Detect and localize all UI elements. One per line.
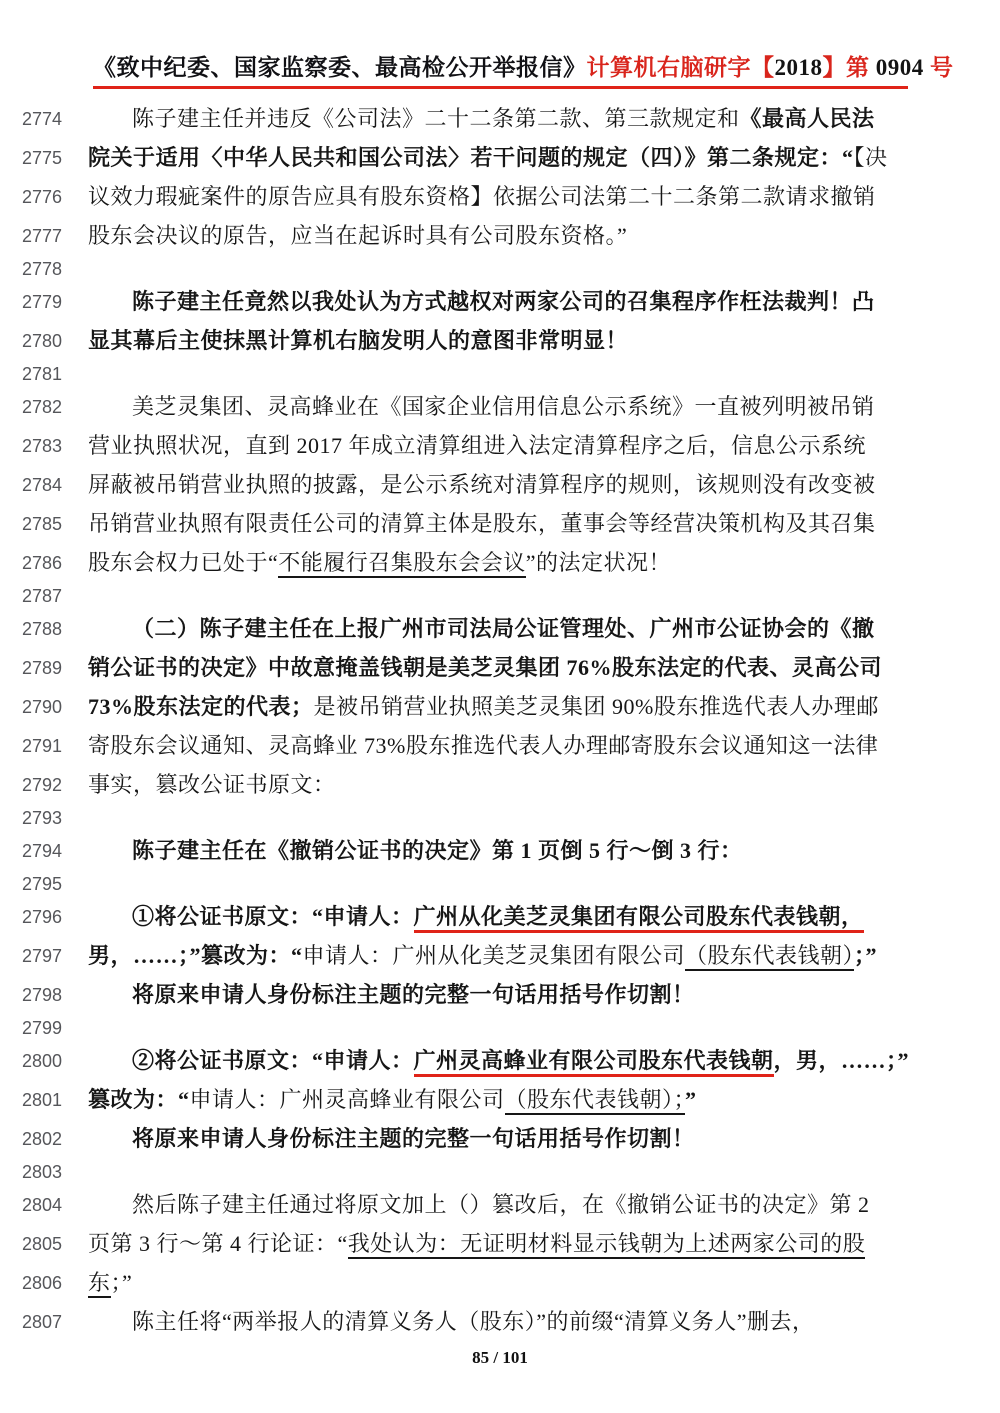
emphasized-text: 广州从化美芝灵集团有限公司股东代表钱朝， (414, 904, 864, 933)
text-segment: 申请人：广州灵高蜂业有限公司 (189, 1086, 505, 1112)
text-segment: 事实，篡改公证书原文： (88, 771, 336, 797)
document-number-segment: 计算机右脑研字【 (586, 55, 775, 80)
line-text (88, 1308, 934, 1336)
text-segment: 篡改为：“ (88, 1086, 190, 1112)
line-text (88, 981, 934, 1009)
page-header (93, 50, 954, 89)
line-text (88, 222, 934, 250)
text-segment: ；” (854, 942, 878, 968)
line-number: 2784 (21, 474, 62, 495)
text-segment: ，男，……；” (773, 1047, 910, 1073)
line-number: 2795 (21, 873, 62, 894)
line-number: 2798 (21, 984, 62, 1005)
line-number: 2806 (21, 1272, 62, 1293)
document-line (0, 1158, 1000, 1185)
text-segment: 议效力瑕疵案件的原告应具有股东资格】依据公司法第二十二条第二款请求撤销 (88, 183, 876, 209)
document-line (0, 504, 1000, 543)
document-line (0, 831, 1000, 870)
line-text (88, 1086, 934, 1114)
text-segment: 吊销营业执照有限责任公司的清算主体是股东，董事会等经营决策机构及其召集 (88, 510, 876, 536)
document-line (0, 726, 1000, 765)
document-line (0, 282, 1000, 321)
document-line (0, 975, 1000, 1014)
line-text (88, 942, 934, 970)
text-segment: 美芝灵集团、灵高蜂业在《国家企业信用信息公示系统》一直被列明被吊销 (132, 393, 875, 419)
text-segment: ；” (110, 1269, 133, 1295)
text-segment: 将原来申请人身份标注主题的完整一句话用括号作切割！ (132, 1125, 695, 1151)
line-text (88, 393, 934, 421)
document-line (0, 387, 1000, 426)
document-line (0, 1302, 1000, 1341)
line-number: 2775 (21, 147, 62, 168)
line-number: 2782 (21, 396, 62, 417)
line-text (88, 288, 934, 316)
document-line (0, 1014, 1000, 1041)
line-text (88, 1047, 934, 1075)
document-line (0, 138, 1000, 177)
line-text (88, 471, 934, 499)
line-text (88, 693, 934, 721)
text-segment: （二）陈子建主任在上报广州市司法局公证管理处、广州市公证协会的《撤 (132, 615, 875, 641)
document-number-segment: 0904 (875, 55, 924, 80)
text-segment: 【决 (853, 144, 888, 170)
line-text (88, 837, 934, 865)
line-number: 2797 (21, 945, 62, 966)
line-text (88, 105, 934, 133)
document-line (0, 1224, 1000, 1263)
document-line (0, 804, 1000, 831)
document-line (0, 1263, 1000, 1302)
document-line (0, 543, 1000, 582)
line-text (88, 1230, 934, 1258)
line-number: 2794 (21, 840, 62, 861)
document-number-segment: 2018 (774, 55, 823, 80)
document-line (0, 897, 1000, 936)
document-line (0, 177, 1000, 216)
text-segment: 股东会决议的原告，应当在起诉时具有公司股东资格。” (88, 222, 628, 248)
text-segment: 寄股东会议通知、灵高蜂业 73%股东推选代表人办理邮寄股东会议通知这一法律 (88, 732, 879, 758)
document-line (0, 321, 1000, 360)
text-segment: 股东会权力已处于“ (88, 549, 279, 575)
line-text (88, 144, 934, 172)
line-number: 2803 (21, 1161, 62, 1182)
document-line (0, 360, 1000, 387)
line-number: 2791 (21, 735, 62, 756)
emphasized-text: 我处认为：无证明材料显示钱朝为上述两家公司的股 (348, 1231, 866, 1259)
line-text (88, 771, 934, 799)
text-segment: 营业执照状况，直到 2017 年成立清算组进入法定清算程序之后，信息公示系统 (88, 432, 867, 458)
text-segment: 陈子建主任并违反《公司法》二十二条第二款、第三款规定和 (132, 105, 740, 131)
text-segment: 陈子建主任竟然以我处认为方式越权对两家公司的召集程序作枉法裁判！凸 (132, 288, 875, 314)
document-body (0, 99, 1000, 1341)
line-number: 2783 (21, 435, 62, 456)
emphasized-text: （股东代表钱朝） (685, 943, 854, 971)
document-line (0, 255, 1000, 282)
line-number: 2800 (21, 1050, 62, 1071)
emphasized-text: （股东代表钱朝）； (505, 1087, 686, 1115)
document-line (0, 936, 1000, 975)
line-number: 2774 (21, 108, 62, 129)
line-text (88, 732, 934, 760)
text-segment: ①将公证书原文：“申请人： (132, 903, 414, 929)
line-number: 2788 (21, 618, 62, 639)
line-number: 2801 (21, 1089, 62, 1110)
line-text (88, 183, 934, 211)
document-line (0, 609, 1000, 648)
line-number: 2776 (21, 186, 62, 207)
line-number: 2796 (21, 906, 62, 927)
document-line (0, 99, 1000, 138)
line-number: 2807 (21, 1311, 62, 1332)
emphasized-text: 广州灵高蜂业有限公司股东代表钱朝 (414, 1048, 774, 1077)
text-segment: 院关于适用〈中华人民共和国公司法〉若干问题的规定（四）》第二条规定：“ (88, 144, 854, 170)
document-line (0, 216, 1000, 255)
text-segment: 陈子建主任在《撤销公证书的决定》第 1 页倒 5 行～倒 3 行： (132, 837, 743, 863)
line-number: 2805 (21, 1233, 62, 1254)
text-segment: ”的法定状况！ (525, 549, 672, 575)
line-text (88, 327, 934, 355)
line-number: 2781 (21, 363, 62, 384)
emphasized-text: 不能履行召集股东会会议 (278, 550, 526, 578)
line-number: 2777 (21, 225, 62, 246)
document-number (587, 49, 954, 82)
document-line (0, 1185, 1000, 1224)
line-text (88, 1125, 934, 1153)
line-text (88, 903, 934, 931)
text-segment: 页第 3 行～第 4 行论证：“ (88, 1230, 348, 1256)
document-line (0, 582, 1000, 609)
text-segment: 《最高人民法 (739, 105, 875, 131)
text-segment: 显其幕后主使抹黑计算机右脑发明人的意图非常明显！ (88, 327, 629, 353)
line-text (88, 510, 934, 538)
line-number: 2786 (21, 552, 62, 573)
document-line (0, 765, 1000, 804)
document-line (0, 426, 1000, 465)
document-line (0, 687, 1000, 726)
text-segment: ②将公证书原文：“申请人： (132, 1047, 414, 1073)
text-segment: 是被吊销营业执照美芝灵集团 90%股东推选代表人办理邮 (313, 693, 879, 719)
line-number: 2793 (21, 807, 62, 828)
line-number: 2790 (21, 696, 62, 717)
text-segment: 然后陈子建主任通过将原文加上（）篡改后，在《撤销公证书的决定》第 2 (132, 1191, 870, 1217)
document-line (0, 1119, 1000, 1158)
emphasized-text: 东 (88, 1270, 111, 1298)
text-segment: ” (685, 1086, 697, 1112)
line-text (88, 615, 934, 643)
document-line (0, 870, 1000, 897)
line-number: 2789 (21, 657, 62, 678)
document-line (0, 465, 1000, 504)
line-number: 2792 (21, 774, 62, 795)
line-number: 2779 (21, 291, 62, 312)
text-segment: 男，……；”篡改为：“ (88, 942, 303, 968)
line-number: 2785 (21, 513, 62, 534)
line-text (88, 1269, 934, 1297)
document-number-segment: 号 (923, 55, 954, 80)
document-number-segment: 】第 (822, 55, 876, 80)
header-title: 《致中纪委、国家监察委、最高检公开举报信》 (93, 54, 587, 80)
page-number: 85 / 101 (472, 1348, 528, 1367)
text-segment: 申请人：广州从化美芝灵集团有限公司 (302, 942, 686, 968)
line-text (88, 1191, 934, 1219)
line-number: 2804 (21, 1194, 62, 1215)
page-footer (0, 1348, 1000, 1368)
line-number: 2787 (21, 585, 62, 606)
line-number: 2802 (21, 1128, 62, 1149)
line-number: 2799 (21, 1017, 62, 1038)
document-line (0, 1080, 1000, 1119)
line-text (88, 432, 934, 460)
line-number: 2778 (21, 258, 62, 279)
text-segment: 将原来申请人身份标注主题的完整一句话用括号作切割！ (132, 981, 695, 1007)
line-text (88, 549, 934, 577)
text-segment: 屏蔽被吊销营业执照的披露，是公示系统对清算程序的规则，该规则没有改变被 (88, 471, 876, 497)
document-line (0, 1041, 1000, 1080)
text-segment: 销公证书的决定》中故意掩盖钱朝是美芝灵集团 76%股东法定的代表、灵高公司 (88, 654, 883, 680)
document-line (0, 648, 1000, 687)
line-number: 2780 (21, 330, 62, 351)
text-segment: 陈主任将“两举报人的清算义务人（股东）”的前缀“清算义务人”删去， (132, 1308, 815, 1334)
line-text (88, 654, 934, 682)
text-segment: 73%股东法定的代表； (88, 693, 314, 719)
